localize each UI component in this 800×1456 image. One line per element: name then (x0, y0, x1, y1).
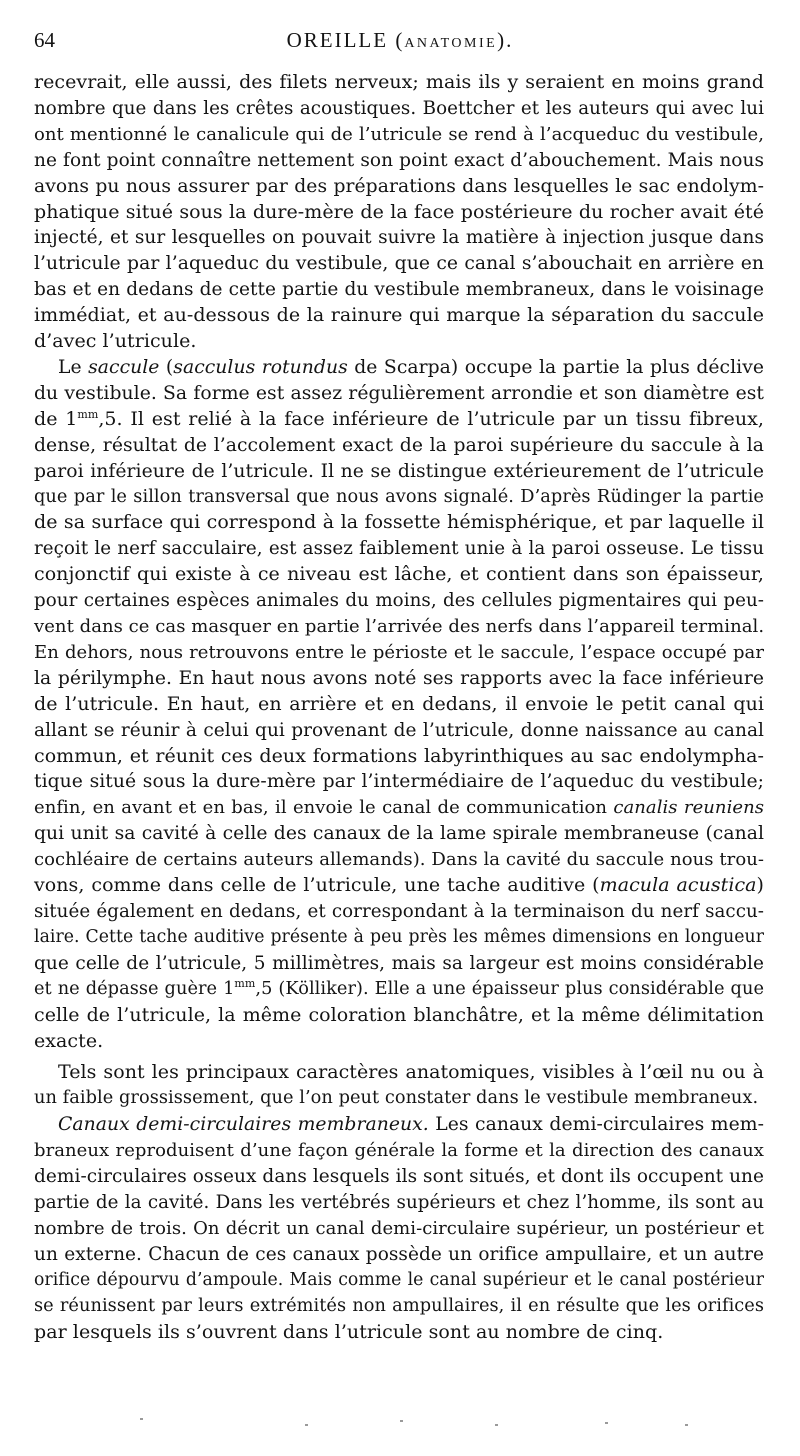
text-line: nombre que dans les crêtes acoustiques. Boettcher et les auteurs qui avec lui (34, 97, 764, 119)
text-line: immédiat, et au-dessous de la rainure qui marque la séparation du saccule (34, 304, 764, 327)
text-line (34, 977, 764, 1003)
text-line: que celle de l’utricule, 5 millimètres, mais sa largeur est moins considérable (34, 952, 764, 974)
text-run: de 1 (34, 407, 78, 430)
text-line: partie de la cavité. Dans les vertébrés supérieurs et chez l’homme, ils sont au (34, 1191, 764, 1213)
text-line: reçoit le nerf sacculaire, est assez faiblement unie à la paroi osseuse. Le tissu (34, 538, 764, 560)
text-line: allant se réunir à celui qui provenant de l’utricule, donne naissance au canal (34, 719, 764, 741)
term-sacculus-rotundus: sacculus rotundus (173, 356, 348, 378)
text-line: du vestibule. Sa forme est assez régulièrement arrondie et son diamètre est (34, 382, 764, 404)
text-line: de sa surface qui correspond à la fossette hémisphérique, et par laquelle il (34, 511, 764, 534)
text-line: recevrait, elle aussi, des filets nerveux; mais ils y seraient en moins grand (34, 71, 764, 93)
text-run: ) (756, 874, 765, 897)
text-run: Les canaux demi-circulaires mem- (428, 1114, 764, 1136)
text-run: Le (58, 356, 89, 378)
running-title-section: ANATOMIE (404, 36, 498, 51)
text-line: paroi inférieure de l’utricule. Il ne se distingue extérieurement de l’utricule (34, 460, 764, 482)
text-line: ont mentionné le canalicule qui de l’utricule se rend à l’acqueduc du vestibule, (34, 123, 764, 145)
text-line: l’utricule par l’aqueduc du vestibule, que ce canal s’abouchait en arrière en (34, 253, 764, 275)
text-line: d’avec l’utricule. (34, 330, 197, 353)
text-run: ( (159, 356, 174, 378)
text-line: de l’utricule. En haut, en arrière et en dedans, il envoie le petit canal qui (34, 692, 764, 715)
text-line: conjonctif qui existe à ce niveau est lâche, et contient dans son épaisseur, (34, 563, 764, 586)
paragraph-canaux (34, 1112, 764, 1345)
unit-superscript: mm (234, 976, 256, 990)
text-line: pour certaines espèces animales du moins, des cellules pigmentaires qui peu- (34, 590, 764, 612)
text-line: dense, résultat de l’accolement exact de la paroi supérieure du saccule à la (34, 434, 764, 456)
text-line: En dehors, nous retrouvons entre le périoste et le saccule, l’espace occupé par (34, 641, 764, 663)
text-line: orifice dépourvu d’ampoule. Mais comme le canal supérieur et le canal postérieur (34, 1269, 764, 1290)
text-line: phatique situé sous la dure-mère de la face postérieure du rocher avait été (34, 200, 764, 223)
term-saccule: saccule (88, 356, 160, 378)
text-run: et ne dépasse guère 1 (34, 978, 235, 999)
text-run: ,5 (Kölliker). Elle a une épaisseur plus considérable que (255, 978, 764, 999)
text-line: celle de l’utricule, la même coloration blanchâtre, et la même délimitation (34, 1003, 764, 1026)
text-line: injecté, et sur lesquelles on pouvait suivre la matière à injection jusque dans (34, 227, 764, 249)
text-run: enfin, en avant et en bas, il envoie le canal de communication (34, 797, 614, 819)
text-line: un faible grossissement, que l’on peut constater dans le vestibule membraneux. (34, 1088, 759, 1109)
text-line: ne font point connaître nettement son point exact d’abouchement. Mais nous (34, 149, 764, 171)
page-number: 64 (34, 28, 55, 52)
text-run: ,5. Il est relié à la face inférieure de l’utricule par un tissu fibreux, (98, 407, 764, 430)
text-line: laire. Cette tache auditive présente à peu près les mêmes dimensions en longueur (34, 926, 764, 947)
text-line: un externe. Chacun de ces canaux possède un orifice ampullaire, et un autre (34, 1243, 764, 1265)
text-line (34, 407, 764, 433)
text-line: Tels sont les principaux caractères anatomiques, visibles à l’œil nu ou à (58, 1061, 764, 1084)
text-line: située également en dedans, et correspondant à la terminaison du nerf saccu- (34, 901, 764, 922)
term-macula-acustica: macula acustica (599, 874, 757, 897)
body-text (34, 70, 764, 1345)
text-line (34, 795, 764, 821)
running-title-close: ). (497, 28, 514, 52)
paragraph-saccule (34, 355, 764, 1054)
text-line (34, 355, 764, 381)
text-line: vent dans ce cas masquer en partie l’arrivée des nerfs dans l’appareil terminal. (34, 616, 765, 638)
text-line: qui unit sa cavité à celle des canaux de la lame spirale membraneuse (canal (34, 823, 764, 845)
unit-superscript: mm (77, 407, 99, 421)
paragraph-summary (34, 1060, 764, 1112)
section-heading-canaux: Canaux demi-circulaires membraneux. (58, 1114, 429, 1136)
text-line: que par le sillon transversal que nous avons signalé. D’après Rüdinger la partie (34, 486, 764, 507)
text-line: tique situé sous la dure-mère par l’intermédiaire de l’aqueduc du vestibule; (34, 771, 764, 793)
text-line: bas et en dedans de cette partie du vestibule membraneux, dans le voisinage (34, 279, 764, 301)
running-title-main: OREILLE (286, 28, 389, 52)
text-line: avons pu nous assurer par des préparations dans lesquelles le sac endolym- (34, 175, 764, 197)
scan-specks (100, 1412, 720, 1432)
running-title-open: ( (388, 28, 405, 52)
text-line: demi-circulaires osseux dans lesquels ils sont situés, et dont ils occupent une (34, 1166, 764, 1188)
text-line: la périlymphe. En haut nous avons noté ses rapports avec la face inférieure (34, 667, 764, 689)
text-line: se réunissent par leurs extrémités non ampullaires, il en résulte que les orifices (34, 1295, 764, 1316)
text-run: vons, comme dans celle de l’utricule, une tache auditive ( (34, 874, 600, 897)
text-line: cochléaire de certains auteurs allemands). Dans la cavité du saccule nous trou- (34, 849, 764, 871)
running-title (34, 28, 766, 53)
page-header (34, 28, 766, 60)
term-canalis-reuniens: canalis reuniens (613, 797, 765, 819)
text-line (34, 873, 764, 899)
paragraph-utricule-end (34, 70, 764, 355)
text-line (34, 1112, 764, 1138)
text-line: exacte. (34, 1029, 104, 1052)
text-line: nombre de trois. On décrit un canal demi-circulaire supérieur, un postérieur et (34, 1217, 764, 1239)
text-line: braneux reproduisent d’une façon générale la forme et la direction des canaux (34, 1140, 764, 1162)
text-run: de Scarpa) occupe la partie la plus déclive (347, 356, 764, 378)
text-line: par lesquels ils s’ouvrent dans l’utricule sont au nombre de cinq. (34, 1320, 664, 1343)
text-line: commun, et réunit ces deux formations labyrinthiques au sac endolympha- (34, 744, 764, 767)
